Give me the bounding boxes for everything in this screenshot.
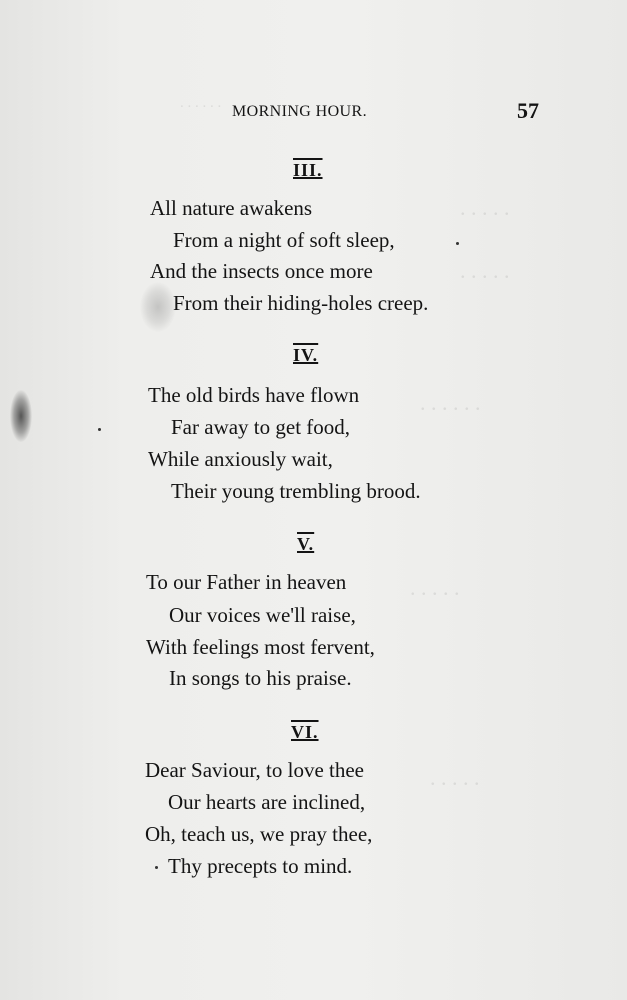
running-title: MORNING HOUR. — [232, 103, 367, 120]
verse-line: To our Father in heaven — [146, 570, 347, 594]
verse-line: From their hiding-holes creep. — [173, 291, 429, 315]
stanza-numeral: V. — [297, 534, 315, 554]
verse-line: Dear Saviour, to love thee — [145, 758, 365, 782]
show-through-text: . . . . . . — [420, 390, 481, 415]
ink-speck — [98, 428, 101, 431]
verse-line: While anxiously wait, — [148, 447, 333, 471]
ink-smudge — [140, 282, 176, 332]
verse-line: Thy precepts to mind. — [168, 854, 353, 878]
show-through-text: . . . . . — [460, 195, 510, 220]
verse-line: The old birds have flown — [148, 383, 360, 407]
ink-speck — [456, 242, 459, 245]
verse-line: All nature awakens — [150, 196, 313, 220]
verse-line: Oh, teach us, we pray thee, — [145, 822, 373, 846]
stanza-numeral: VI. — [291, 722, 319, 742]
verse-line: Our hearts are inclined, — [168, 790, 366, 814]
verse-line: Far away to get food, — [171, 415, 351, 439]
verse-line: With feelings most fervent, — [146, 635, 375, 659]
page-number: 57 — [517, 98, 539, 123]
show-through-text: . . . . . — [460, 258, 510, 283]
stanza-numeral: III. — [293, 160, 323, 180]
ink-speck — [155, 866, 158, 869]
stanza-numeral: IV. — [293, 345, 319, 365]
verse-line: And the insects once more — [150, 259, 373, 283]
show-through-text: . . . . . . — [180, 95, 222, 111]
verse-line: In songs to his praise. — [169, 666, 352, 690]
verse-line: Our voices we'll raise, — [169, 603, 356, 627]
show-through-text: . . . . . — [410, 575, 460, 600]
verse-line: From a night of soft sleep, — [173, 228, 395, 252]
show-through-text: . . . . . — [430, 765, 480, 790]
verse-line: Their young trembling brood. — [171, 479, 421, 503]
ink-smudge — [10, 390, 32, 442]
